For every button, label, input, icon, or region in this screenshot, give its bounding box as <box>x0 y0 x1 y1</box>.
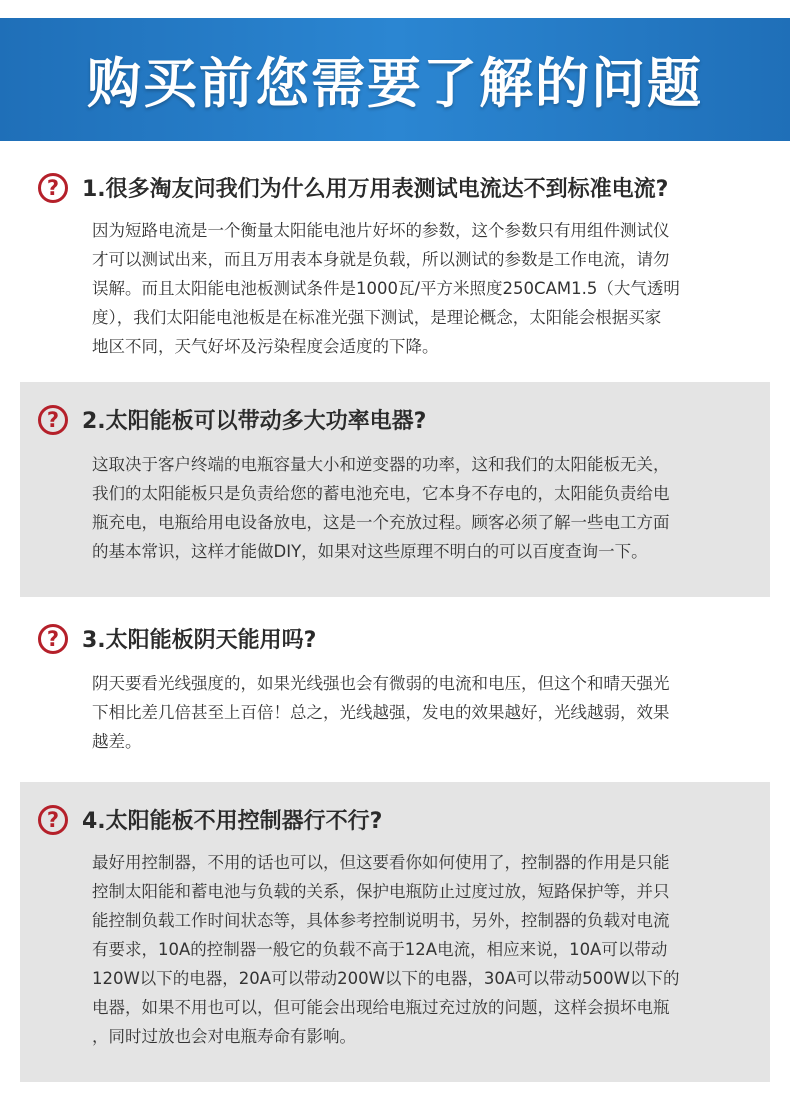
answer-line: 我们的太阳能板只是负责给您的蓄电池充电，它本身不存电的，太阳能负责给电 <box>92 484 670 503</box>
answer-line: 电器，如果不用也可以，但可能会出现给电瓶过充过放的问题，这样会损坏电瓶 <box>92 998 670 1017</box>
question-circle-icon: ? <box>38 173 68 203</box>
faq-item-2 <box>20 382 770 597</box>
answer-line: 才可以测试出来，而且万用表本身就是负载，所以测试的参数是工作电流，请勿 <box>92 250 670 269</box>
faq-answer <box>92 669 752 756</box>
answer-line: 120W以下的电器，20A可以带动200W以下的电器，30A可以带动500W以下的 <box>92 969 680 988</box>
faq-question: 1.很多淘友问我们为什么用万用表测试电流达不到标准电流? <box>82 177 669 202</box>
faq-item-1 <box>20 158 770 378</box>
answer-line: 能控制负载工作时间状态等，具体参考控制说明书，另外，控制器的负载对电流 <box>92 911 670 930</box>
header-banner <box>0 18 790 141</box>
answer-line: 误解。而且太阳能电池板测试条件是1000瓦/平方米照度250CAM1.5（大气透明 <box>92 279 680 298</box>
answer-line: 控制太阳能和蓄电池与负载的关系，保护电瓶防止过度过放，短路保护等，并只 <box>92 882 670 901</box>
answer-line: 这取决于客户终端的电瓶容量大小和逆变器的功率，这和我们的太阳能板无关， <box>92 455 670 474</box>
answer-line: 阴天要看光线强度的，如果光线强也会有微弱的电流和电压，但这个和晴天强光 <box>92 674 670 693</box>
faq-question: 3.太阳能板阴天能用吗? <box>82 628 317 653</box>
faq-answer <box>92 450 752 566</box>
answer-line: 最好用控制器，不用的话也可以，但这要看你如何使用了，控制器的作用是只能 <box>92 853 670 872</box>
answer-line: 下相比差几倍甚至上百倍！总之，光线越强，发电的效果越好，光线越弱，效果 <box>92 703 670 722</box>
page-title: 购买前您需要了解的问题 <box>87 52 703 115</box>
answer-line: ，同时过放也会对电瓶寿命有影响。 <box>92 1027 356 1046</box>
faq-answer <box>92 848 752 1051</box>
answer-line: 因为短路电流是一个衡量太阳能电池片好坏的参数，这个参数只有用组件测试仪 <box>92 221 670 240</box>
question-circle-icon: ? <box>38 405 68 435</box>
answer-line: 瓶充电，电瓶给用电设备放电，这是一个充放过程。顾客必须了解一些电工方面 <box>92 513 670 532</box>
faq-question: 4.太阳能板不用控制器行不行? <box>82 809 383 834</box>
answer-line: 度），我们太阳能电池板是在标准光强下测试，是理论概念，太阳能会根据买家 <box>92 308 662 327</box>
answer-line: 地区不同，天气好坏及污染程度会适度的下降。 <box>92 337 439 356</box>
faq-item-3 <box>20 605 770 775</box>
answer-line: 越差。 <box>92 732 142 751</box>
question-circle-icon: ? <box>38 805 68 835</box>
faq-answer <box>92 216 752 361</box>
answer-line: 有要求，10A的控制器一般它的负载不高于12A电流，相应来说，10A可以带动 <box>92 940 668 959</box>
faq-question: 2.太阳能板可以带动多大功率电器? <box>82 409 427 434</box>
answer-line: 的基本常识，这样才能做DIY，如果对这些原理不明白的可以百度查询一下。 <box>92 542 648 561</box>
question-circle-icon: ? <box>38 624 68 654</box>
faq-item-4 <box>20 782 770 1082</box>
